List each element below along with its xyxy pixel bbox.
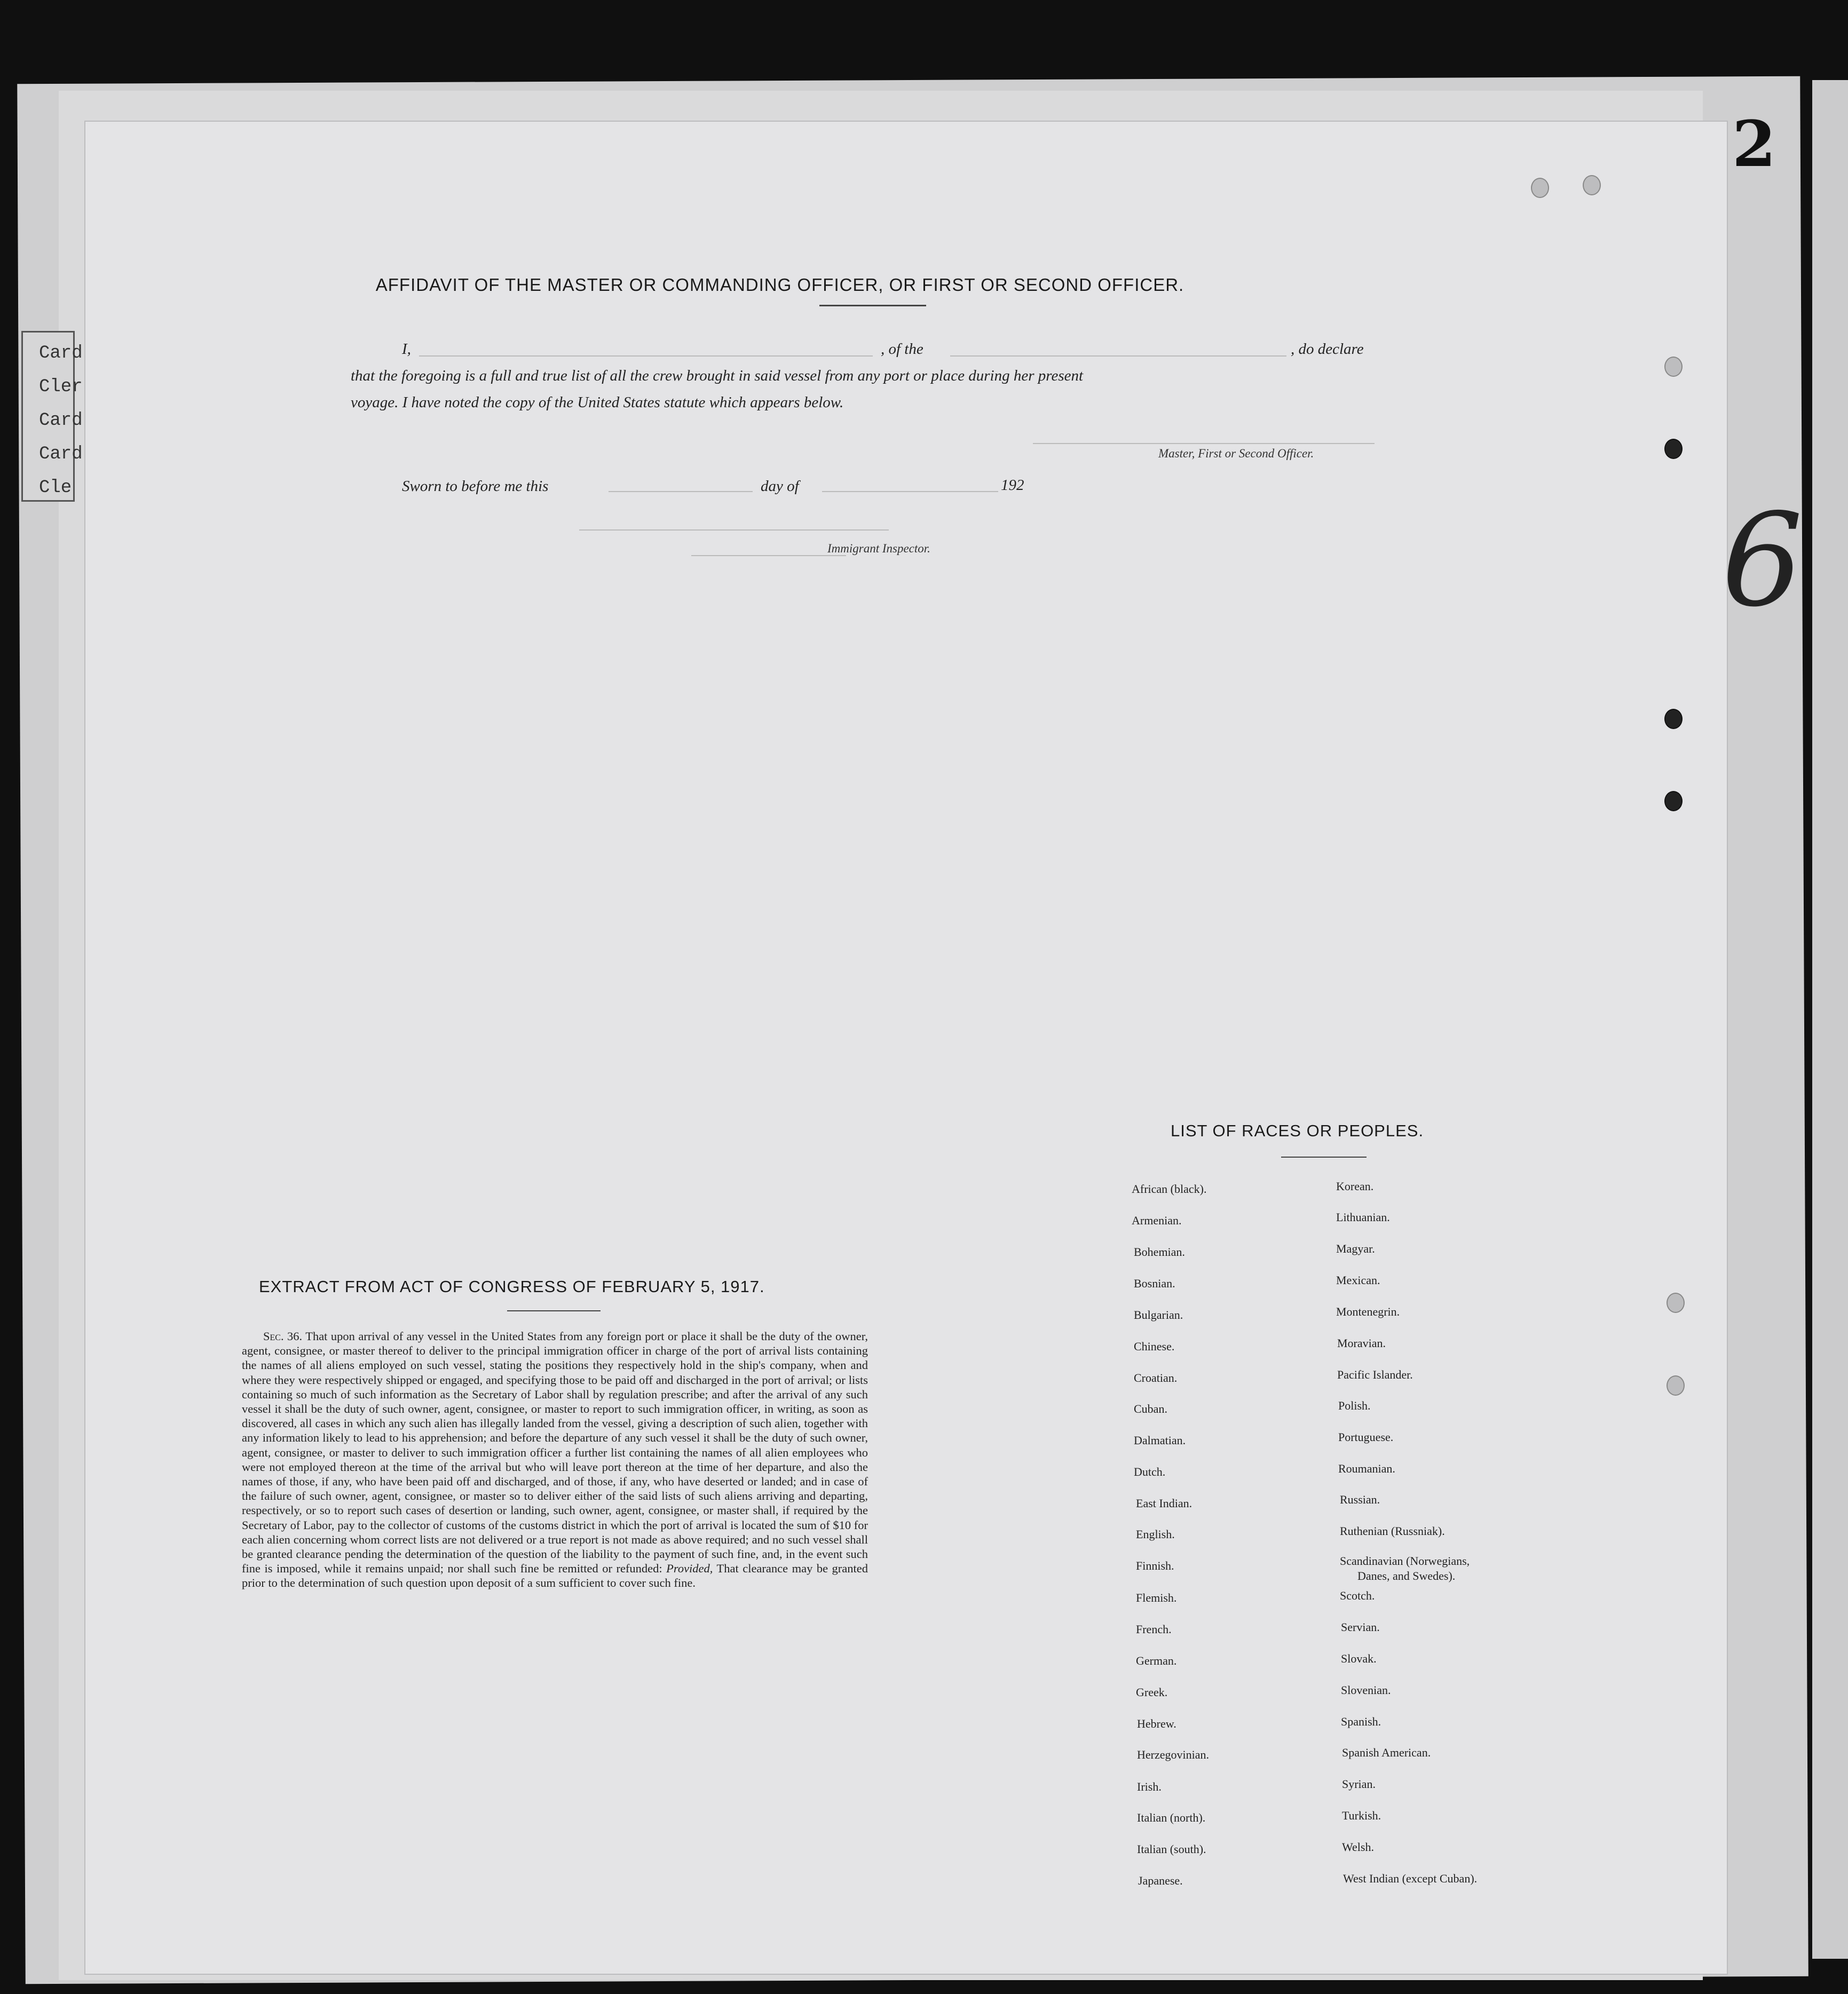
affidavit-i: I, [402,341,411,358]
race-item: Mexican. [1336,1273,1380,1287]
master-label: Master, First or Second Officer. [1158,447,1314,460]
affidavit-line3: voyage. I have noted the copy of the United States statute which appears below. [351,394,844,411]
race-item: Lithuanian. [1336,1210,1390,1224]
vessel-blank [950,355,1286,357]
race-item: Spanish American. [1342,1746,1431,1759]
race-item: Italian (north). [1137,1811,1206,1824]
race-item: Hebrew. [1137,1717,1176,1730]
race-item: Scandinavian (Norwegians, [1340,1554,1470,1568]
year-text: 192 [1001,477,1024,494]
race-item: Spanish. [1341,1715,1381,1728]
punch-hole [1664,439,1683,459]
page-number: 2 [1732,107,1776,181]
race-item: Danes, and Swedes). [1357,1569,1456,1582]
race-item: Servian. [1341,1620,1380,1634]
race-item: Finnish. [1136,1559,1174,1572]
race-item: English. [1136,1528,1175,1541]
race-item: Russian. [1340,1493,1380,1506]
day-of-text: day of [761,478,799,495]
sworn-text: Sworn to before me this [402,478,549,495]
handwritten-number: 6 [1721,486,1803,635]
punch-hole [1664,357,1683,377]
race-item: Syrian. [1342,1777,1376,1791]
master-signature-line [1033,443,1375,444]
race-item: Ruthenian (Russniak). [1340,1524,1445,1538]
manifest-page [85,122,1727,1974]
tab-line: Cler [39,377,83,397]
race-item: Scotch. [1340,1589,1375,1602]
race-item: Herzegovinian. [1137,1748,1209,1761]
race-item: Armenian. [1132,1214,1182,1227]
inspector-line-top [579,529,889,531]
race-item: Roumanian. [1338,1462,1395,1475]
tab-line: Card [39,444,83,464]
section-number: Sec. 36. [263,1330,303,1343]
race-item: Korean. [1336,1180,1374,1193]
extract-body [242,1329,868,1591]
extract-underline [507,1310,601,1311]
inspector-label: Immigrant Inspector. [827,542,930,555]
punch-hole [1664,791,1683,811]
race-item: Magyar. [1336,1242,1375,1255]
race-item: Chinese. [1134,1340,1175,1353]
races-title: LIST OF RACES OR PEOPLES. [1171,1121,1424,1140]
race-item: Irish. [1137,1780,1162,1793]
race-item: Montenegrin. [1336,1305,1400,1318]
tab-line: Cle [39,478,72,498]
race-item: West Indian (except Cuban). [1343,1872,1478,1885]
race-item: Welsh. [1342,1840,1374,1854]
right-edge-paper [1812,80,1848,1959]
punch-hole [1531,178,1549,198]
tab-line: Card [39,410,83,431]
race-item: Slovenian. [1341,1683,1391,1697]
race-item: Pacific Islander. [1337,1368,1413,1381]
inspector-signature-line [691,555,846,556]
race-item: Dutch. [1134,1465,1166,1478]
name-blank [419,355,873,357]
race-item: Slovak. [1341,1652,1377,1665]
race-item: French. [1136,1623,1172,1636]
races-underline [1281,1157,1367,1158]
race-item: German. [1136,1654,1177,1667]
race-item: Bulgarian. [1134,1308,1183,1322]
month-blank [822,491,998,492]
race-item: Moravian. [1337,1336,1386,1350]
affidavit-line2: that the foregoing is a full and true list of all the crew brought in said vessel from any port or place during her present [351,367,1084,384]
affidavit-of-the: , of the [881,341,923,358]
race-item: Cuban. [1134,1402,1167,1415]
punch-hole [1667,1375,1685,1396]
race-item: East Indian. [1136,1497,1192,1510]
race-item: Croatian. [1134,1371,1178,1384]
provided-word: Provided, [666,1562,713,1576]
race-item: Turkish. [1342,1809,1381,1822]
race-item: Portuguese. [1338,1430,1394,1444]
race-item: Flemish. [1136,1591,1177,1604]
tab-line: Card [39,343,83,363]
race-item: Japanese. [1138,1874,1183,1887]
race-item: Polish. [1338,1399,1371,1412]
race-item: Italian (south). [1137,1842,1206,1856]
race-item: Bohemian. [1134,1245,1185,1259]
race-item: Bosnian. [1134,1277,1175,1290]
left-index-tab [21,331,83,502]
punch-hole [1583,175,1601,195]
day-blank [609,491,753,492]
race-item: Dalmatian. [1134,1434,1186,1447]
affidavit-title: AFFIDAVIT OF THE MASTER OR COMMANDING OFFICER, OR FIRST OR SECOND OFFICER. [375,275,1184,295]
section-text: That upon arrival of any vessel in the United States from any foreign port or place it shall be the duty of the owner, agent, consignee, or master thereof to deliver to the principal immigration officer in charge of the port of arrival lists containing the names of all aliens employed on such vessel, stating the positions they respectively hold in the ship's company, when and where they were respectively shipped or engaged, and specifying those to be paid off and discharged in the port of arrival; or lists containing so much of such information as the Secretary of Labor shall by regulation prescribe; and after the arrival of any such vessel it shall be the duty of such owner, agent, consignee, or master to report to such immigration officer, in writing, as soon as discovered, all cases in which any such alien has illegally landed from the vessel, giving a description of such alien, together with any information likely to lead to his apprehension; and before the departure of any such vessel it shall be the duty of such owner, agent, consignee, or master to deliver to such immigration officer a further list containing the names of all alien employees who were not employed thereon at the time of the arrival but who will leave port thereon at the time of her departure, and also the names of those, if any, who have been paid off and discharged, and of those, if any, who have deserted or landed; and in case of the failure of such owner, agent, consignee, or master so to deliver either of the said lists of such aliens arriving and departing, respectively, or so to report such cases of desertion or landing, such owner, agent, consignee, or master shall, if required by the Secretary of Labor, pay to the collector of customs of the customs district in which the port of arrival is located the sum of $10 for each alien concerning whom correct lists are not delivered or a true report is not made as above required; and no such vessel shall be granted clearance pending the determination of the question of the liability to the payment of such fine, and, in the event such fine is imposed, while it remains unpaid; nor shall such fine be remitted or refunded: [242,1330,868,1576]
punch-hole [1664,709,1683,729]
extract-title: EXTRACT FROM ACT OF CONGRESS OF FEBRUARY 5, 1917. [259,1277,765,1296]
race-item: African (black). [1132,1182,1207,1196]
affidavit-declare: , do declare [1291,341,1364,358]
section-text-end: That clearance may be granted prior to the determination of such question upon deposit of a sum sufficient to cover such fine. [242,1562,868,1590]
title-underline [819,305,926,306]
punch-hole [1667,1293,1685,1313]
race-item: Greek. [1136,1686,1168,1699]
